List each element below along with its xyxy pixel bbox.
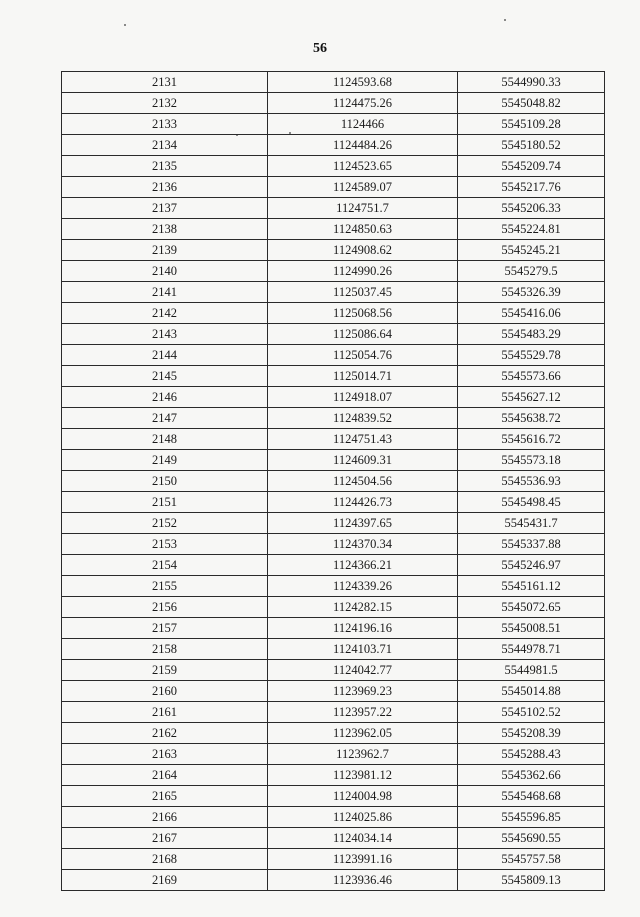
y-coordinate-cell: 5545337.88 — [458, 534, 605, 555]
x-coordinate-cell: 1124196.16 — [268, 618, 458, 639]
table-row — [62, 660, 605, 681]
table-row — [62, 471, 605, 492]
x-coordinate-cell: 1123981.12 — [268, 765, 458, 786]
table-row — [62, 765, 605, 786]
table-row — [62, 219, 605, 240]
y-coordinate-cell: 5545224.81 — [458, 219, 605, 240]
x-coordinate-cell: 1124839.52 — [268, 408, 458, 429]
page-number: 56 — [313, 41, 327, 56]
x-coordinate-cell: 1124370.34 — [268, 534, 458, 555]
x-coordinate-cell: 1125068.56 — [268, 303, 458, 324]
x-coordinate-cell: 1124918.07 — [268, 387, 458, 408]
y-coordinate-cell: 5545573.18 — [458, 450, 605, 471]
x-coordinate-cell: 1124484.26 — [268, 135, 458, 156]
x-coordinate-cell: 1124523.65 — [268, 156, 458, 177]
y-coordinate-cell: 5545483.29 — [458, 324, 605, 345]
y-coordinate-cell: 5545008.51 — [458, 618, 605, 639]
table-row — [62, 681, 605, 702]
table-row — [62, 240, 605, 261]
point-number-cell: 2169 — [62, 870, 268, 891]
x-coordinate-cell: 1124397.65 — [268, 513, 458, 534]
point-number-cell: 2146 — [62, 387, 268, 408]
point-number-cell: 2148 — [62, 429, 268, 450]
x-coordinate-cell: 1124466 — [268, 114, 458, 135]
y-coordinate-cell: 5545072.65 — [458, 597, 605, 618]
coordinates-table-body — [62, 72, 605, 891]
table-row — [62, 870, 605, 891]
table-row — [62, 786, 605, 807]
y-coordinate-cell: 5545616.72 — [458, 429, 605, 450]
coordinates-table — [61, 71, 605, 891]
table-row — [62, 450, 605, 471]
y-coordinate-cell: 5545102.52 — [458, 702, 605, 723]
point-number-cell: 2145 — [62, 366, 268, 387]
y-coordinate-cell: 5545180.52 — [458, 135, 605, 156]
point-number-cell: 2150 — [62, 471, 268, 492]
point-number-cell: 2141 — [62, 282, 268, 303]
point-number-cell: 2144 — [62, 345, 268, 366]
table-row — [62, 156, 605, 177]
point-number-cell: 2164 — [62, 765, 268, 786]
x-coordinate-cell: 1123962.7 — [268, 744, 458, 765]
point-number-cell: 2158 — [62, 639, 268, 660]
y-coordinate-cell: 5545573.66 — [458, 366, 605, 387]
y-coordinate-cell: 5545109.28 — [458, 114, 605, 135]
y-coordinate-cell: 5544978.71 — [458, 639, 605, 660]
point-number-cell: 2155 — [62, 576, 268, 597]
y-coordinate-cell: 5545498.45 — [458, 492, 605, 513]
point-number-cell: 2143 — [62, 324, 268, 345]
y-coordinate-cell: 5545288.43 — [458, 744, 605, 765]
x-coordinate-cell: 1124103.71 — [268, 639, 458, 660]
x-coordinate-cell: 1125014.71 — [268, 366, 458, 387]
table-row — [62, 555, 605, 576]
point-number-cell: 2133 — [62, 114, 268, 135]
point-number-cell: 2166 — [62, 807, 268, 828]
y-coordinate-cell: 5544990.33 — [458, 72, 605, 93]
point-number-cell: 2147 — [62, 408, 268, 429]
point-number-cell: 2149 — [62, 450, 268, 471]
y-coordinate-cell: 5545048.82 — [458, 93, 605, 114]
table-row — [62, 345, 605, 366]
x-coordinate-cell: 1123962.05 — [268, 723, 458, 744]
point-number-cell: 2135 — [62, 156, 268, 177]
point-number-cell: 2156 — [62, 597, 268, 618]
y-coordinate-cell: 5545468.68 — [458, 786, 605, 807]
table-row — [62, 849, 605, 870]
y-coordinate-cell: 5545362.66 — [458, 765, 605, 786]
y-coordinate-cell: 5545690.55 — [458, 828, 605, 849]
table-row — [62, 534, 605, 555]
y-coordinate-cell: 5545431.7 — [458, 513, 605, 534]
table-row — [62, 639, 605, 660]
y-coordinate-cell: 5545245.21 — [458, 240, 605, 261]
x-coordinate-cell: 1124034.14 — [268, 828, 458, 849]
y-coordinate-cell: 5545529.78 — [458, 345, 605, 366]
x-coordinate-cell: 1124366.21 — [268, 555, 458, 576]
table-row — [62, 93, 605, 114]
x-coordinate-cell: 1124004.98 — [268, 786, 458, 807]
y-coordinate-cell: 5545217.76 — [458, 177, 605, 198]
scan-speck — [504, 19, 506, 21]
point-number-cell: 2160 — [62, 681, 268, 702]
y-coordinate-cell: 5545638.72 — [458, 408, 605, 429]
point-number-cell: 2157 — [62, 618, 268, 639]
table-row — [62, 366, 605, 387]
point-number-cell: 2134 — [62, 135, 268, 156]
point-number-cell: 2154 — [62, 555, 268, 576]
y-coordinate-cell: 5545208.39 — [458, 723, 605, 744]
x-coordinate-cell: 1124593.68 — [268, 72, 458, 93]
table-row — [62, 807, 605, 828]
y-coordinate-cell: 5545279.5 — [458, 261, 605, 282]
point-number-cell: 2161 — [62, 702, 268, 723]
point-number-cell: 2139 — [62, 240, 268, 261]
point-number-cell: 2162 — [62, 723, 268, 744]
point-number-cell: 2165 — [62, 786, 268, 807]
y-coordinate-cell: 5544981.5 — [458, 660, 605, 681]
table-row — [62, 429, 605, 450]
point-number-cell: 2137 — [62, 198, 268, 219]
x-coordinate-cell: 1124850.63 — [268, 219, 458, 240]
y-coordinate-cell: 5545206.33 — [458, 198, 605, 219]
table-row — [62, 744, 605, 765]
point-number-cell: 2138 — [62, 219, 268, 240]
point-number-cell: 2140 — [62, 261, 268, 282]
point-number-cell: 2131 — [62, 72, 268, 93]
y-coordinate-cell: 5545326.39 — [458, 282, 605, 303]
table-row — [62, 387, 605, 408]
x-coordinate-cell: 1124339.26 — [268, 576, 458, 597]
point-number-cell: 2153 — [62, 534, 268, 555]
point-number-cell: 2163 — [62, 744, 268, 765]
x-coordinate-cell: 1124990.26 — [268, 261, 458, 282]
table-row — [62, 618, 605, 639]
x-coordinate-cell: 1124025.86 — [268, 807, 458, 828]
x-coordinate-cell: 1123969.23 — [268, 681, 458, 702]
point-number-cell: 2152 — [62, 513, 268, 534]
table-row — [62, 408, 605, 429]
y-coordinate-cell: 5545809.13 — [458, 870, 605, 891]
x-coordinate-cell: 1124426.73 — [268, 492, 458, 513]
table-row — [62, 597, 605, 618]
y-coordinate-cell: 5545757.58 — [458, 849, 605, 870]
y-coordinate-cell: 5545161.12 — [458, 576, 605, 597]
y-coordinate-cell: 5545209.74 — [458, 156, 605, 177]
point-number-cell: 2132 — [62, 93, 268, 114]
table-row — [62, 135, 605, 156]
table-row — [62, 492, 605, 513]
x-coordinate-cell: 1124475.26 — [268, 93, 458, 114]
table-row — [62, 72, 605, 93]
table-row — [62, 723, 605, 744]
point-number-cell: 2159 — [62, 660, 268, 681]
x-coordinate-cell: 1124282.15 — [268, 597, 458, 618]
table-row — [62, 513, 605, 534]
point-number-cell: 2136 — [62, 177, 268, 198]
table-row — [62, 198, 605, 219]
y-coordinate-cell: 5545536.93 — [458, 471, 605, 492]
table-row — [62, 177, 605, 198]
table-row — [62, 324, 605, 345]
point-number-cell: 2167 — [62, 828, 268, 849]
x-coordinate-cell: 1124042.77 — [268, 660, 458, 681]
point-number-cell: 2151 — [62, 492, 268, 513]
y-coordinate-cell: 5545596.85 — [458, 807, 605, 828]
scan-speck — [124, 24, 126, 26]
y-coordinate-cell: 5545014.88 — [458, 681, 605, 702]
x-coordinate-cell: 1123991.16 — [268, 849, 458, 870]
table-row — [62, 282, 605, 303]
x-coordinate-cell: 1123936.46 — [268, 870, 458, 891]
x-coordinate-cell: 1124589.07 — [268, 177, 458, 198]
point-number-cell: 2168 — [62, 849, 268, 870]
x-coordinate-cell: 1124609.31 — [268, 450, 458, 471]
table-row — [62, 828, 605, 849]
y-coordinate-cell: 5545627.12 — [458, 387, 605, 408]
x-coordinate-cell: 1125037.45 — [268, 282, 458, 303]
table-row — [62, 576, 605, 597]
x-coordinate-cell: 1124751.7 — [268, 198, 458, 219]
table-row — [62, 261, 605, 282]
x-coordinate-cell: 1124751.43 — [268, 429, 458, 450]
table-row — [62, 702, 605, 723]
x-coordinate-cell: 1124908.62 — [268, 240, 458, 261]
x-coordinate-cell: 1124504.56 — [268, 471, 458, 492]
y-coordinate-cell: 5545416.06 — [458, 303, 605, 324]
point-number-cell: 2142 — [62, 303, 268, 324]
table-row — [62, 303, 605, 324]
x-coordinate-cell: 1123957.22 — [268, 702, 458, 723]
table-row — [62, 114, 605, 135]
y-coordinate-cell: 5545246.97 — [458, 555, 605, 576]
x-coordinate-cell: 1125086.64 — [268, 324, 458, 345]
x-coordinate-cell: 1125054.76 — [268, 345, 458, 366]
